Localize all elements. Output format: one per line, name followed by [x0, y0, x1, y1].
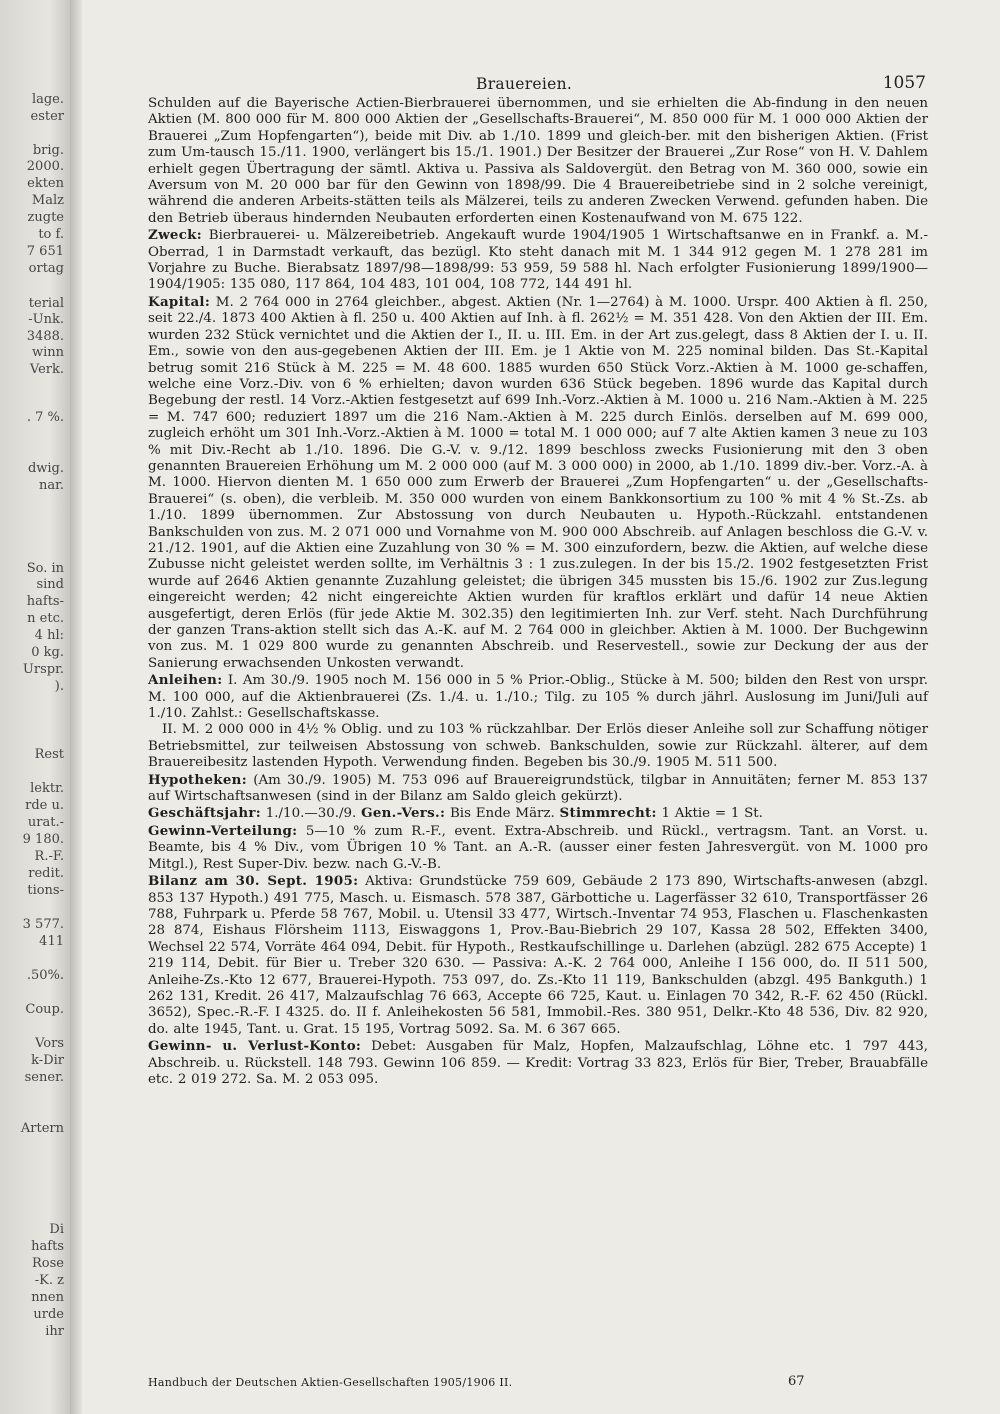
- page-fold-shadow: [70, 0, 82, 1414]
- text-line: somit 216 Stück à M. 225 = M. 48 600. 1885 wurden 650 Stück Vorz.-Aktien à M. 1000 ge-: [200, 360, 867, 376]
- gutter-fragment: winn: [31, 345, 64, 360]
- text-line: Schulden auf die Bayerische Actien-Bierbrauerei übernommen, und sie erhielten die Ab-: [148, 96, 776, 111]
- gutter-fragment: hafts: [31, 1239, 64, 1254]
- text-line: gegebenen Aktien der III. Em. je 1 Aktie von M. 225 nominal bilden. Das St.-Kapital betrug: [148, 344, 929, 376]
- gutter-fragment: R.-F.: [34, 849, 64, 864]
- gutter-fragment: terial: [28, 296, 64, 311]
- gutter-fragment: lage.: [31, 92, 64, 107]
- text-line: Immobil.-Res. 380 951, Delkr.-Kto 48 536, Div. 82 920, do. alte 1945, Tant. u. Grat. 15 195,: [148, 1005, 928, 1037]
- gutter-fragment: -K. z: [34, 1273, 64, 1288]
- gutter-fragment: brig.: [32, 143, 64, 158]
- gutter-fragment: nnen: [31, 1290, 64, 1305]
- text-line: 32 610, Transportfässer 26 788, Fuhrpark u. Pferde 58 767, Mobil. u. Utensil 33 477, Wirtsch.-: [148, 890, 928, 922]
- text-line: I. Am 30./9. 1905 noch M. 156 000 in 5 % Prior.-Oblig., Stücke à M. 500; bilden: [222, 673, 793, 689]
- text-line: Aktien à M. 225 durch Einlös. derselben auf M. 699 000, zugleich erhöht um 301 Inh.-Vorz.-: [148, 409, 928, 442]
- section-label: Stimmrecht:: [559, 805, 657, 822]
- text-line: findung in den neuen Aktien (M. 800 000 für M. 800 000 Aktien der „Gesellschafts-: [148, 96, 929, 128]
- gutter-fragment: Malz: [31, 193, 64, 208]
- gutter-fragment: n etc.: [27, 611, 64, 626]
- text-line: 5—10 % zum R.-F., event. Extra-Abschreib. und Rückl., vertragsm.: [297, 823, 800, 839]
- text-line: die Aktien eine Zuzahlung von 30 % = M. 300 einzufordern, bezw. die Aktien, auf welche: [270, 540, 893, 556]
- gutter-fragment: hafts-: [26, 594, 64, 609]
- section-label: Hypotheken:: [148, 771, 247, 788]
- gutter-fragment: ester: [30, 109, 64, 124]
- paragraph-bilanz: [148, 873, 928, 1038]
- paragraph-geschaeft: [148, 805, 928, 822]
- gutter-fragment: ortag: [28, 261, 64, 276]
- gutter-fragment: Di: [49, 1222, 64, 1237]
- paragraph-anleihen2: [148, 722, 928, 771]
- document-page: [96, 0, 976, 1414]
- text-line: wurden für kraftlos erklärt und dafür 14 neue Aktien ausgefertigt, deren Erlös (für jede: [148, 590, 928, 622]
- section-label: Gen.-Vers.:: [361, 805, 446, 822]
- text-line: anwesen (abzgl. 853 137 Hypoth.) 491 775, Masch. u. Eismasch. 578 387, Gärbottiche u. Lagerfässer: [148, 874, 928, 906]
- text-line: den Betrag von M. 360 000, sowie ein Aversum von M. 20 000 bar für den Gewinn von: [148, 161, 928, 194]
- footer-source: Handbuch der Deutschen Aktien-Gesellschaften 1905/1906 II.: [148, 1376, 513, 1389]
- text-line: 108 772, 144 491 hl.: [489, 277, 633, 293]
- text-line: Betrieb überaus hindernden Neubauten erforderten einen Kostenaufwand von M. 675 122.: [177, 210, 803, 226]
- signature-mark: 67: [788, 1374, 805, 1389]
- text-line: M. 1 344 912 gegen M. 1 278 281 im Vorjahre zu Buche. Bierabsatz 1897/98—1898/99: 53 959,: [148, 244, 928, 277]
- gutter-fragment: So. in: [26, 561, 64, 576]
- paragraph-anleihen: [148, 672, 928, 722]
- text-line: Hopfengarten“ u. der „Gesellschafts-Brauerei“ (s. oben), die verbleib. M. 350 000 wurden von: [148, 475, 928, 507]
- gutter-fragment: to f.: [38, 227, 64, 242]
- gutter-fragment: 411: [39, 934, 64, 949]
- gutter-fragment: 2000.: [26, 159, 64, 174]
- page-number: 1057: [882, 73, 926, 93]
- gutter-fragment: Coup.: [25, 1002, 64, 1017]
- paragraph-intro: [148, 96, 928, 227]
- section-label: Bilanz am 30. Sept. 1905:: [148, 873, 359, 890]
- text-line: 1 797 443, Abschreib. u. Rückstell. 148 793. Gewinn 106 859. — Kredit: Vortrag 33 823,: [148, 1039, 928, 1071]
- text-line: den Rest von urspr. M. 100 000, auf die Aktienbrauerei (Zs. 1./4. u. 1./10.; Tilg. zu 105 %: [148, 673, 928, 705]
- text-line: Jahresvergüt. von M. 1000 pro Mitgl.), Rest Super-Div. bezw. nach G.-V.-B.: [148, 840, 928, 872]
- text-line: schaffen, welche eine Vorz.-Div. von 6 % erhielten; davon wurden 636 Stück begeben. 1896: [148, 360, 928, 392]
- gutter-fragment: ihr: [45, 1324, 64, 1339]
- document-body: [148, 96, 928, 1088]
- gutter-fragment: Urspr.: [22, 662, 64, 677]
- text-line: Aktiva: Grundstücke 759 609, Gebäude 2 173 890, Wirtschafts-: [358, 874, 816, 890]
- paragraph-kapital: [148, 294, 928, 672]
- text-line: Erlös für Bier, Treber, Brauabfälle etc. 2 019 272. Sa. M. 2 053 095.: [148, 1055, 928, 1087]
- gutter-fragment: -Unk.: [28, 312, 64, 327]
- text-line: stätten teils als Mälzerei, teils zu anderen Zwecken Verwend. gefunden haben. Die den: [148, 194, 928, 226]
- text-line: tausch 15./11. 1900, verlängert bis 15./1. 1901.) Der Besitzer der Brauerei „Zur Rose“: [209, 145, 810, 161]
- paragraph-hypotheken: [148, 772, 928, 806]
- gutter-fragment: lektr.: [30, 781, 64, 796]
- paragraph-zweck: [148, 227, 928, 294]
- paragraph-text: 1 Aktie = 1 St.: [656, 806, 763, 822]
- gutter-fragment: zugte: [27, 210, 64, 225]
- text-line: 400 Aktien à fl. 250, seit 22./4. 1873 400 Aktien à fl. 250 u. 400 Aktien auf Inh. à fl. 262½: [148, 294, 928, 327]
- text-line: in Frankf. a. M.-Oberrad, 1 in Darmstadt verkauft, das bezügl. Kto steht danach mit: [148, 228, 928, 260]
- gutter-fragment: 0 kg.: [31, 645, 64, 660]
- paragraph-text: Bis Ende März.: [445, 806, 560, 822]
- gutter-fragment: 3 577.: [22, 917, 64, 932]
- text-line: Vortrag 5092. Sa. M. 6 367 665.: [399, 1021, 621, 1037]
- text-line: für Bier u. Treber 320 630. — Passiva: A.-K. 2 764 000, Anleihe I 156 000, do. II 511 500,: [266, 956, 928, 972]
- section-label: Zweck:: [148, 227, 202, 244]
- text-line: diese Zubusse nicht geleistet werden sollte, im Verhältnis 3 : 1 zus.zulegen. In der bis 15./2. 1902: [148, 540, 928, 573]
- text-line: I., II. u. III. Em. in der Art zus.gelegt, dass 8 Aktien der I. u. II. Em., sowie von den aus-: [148, 327, 928, 360]
- gutter-fragment: 9 180.: [22, 832, 64, 847]
- text-line: Recht ab 1./10. 1896. Die G.-V. v. 9./12. 1899 beschloss zwecks Fusionierung mit den 3 oben: [230, 442, 928, 458]
- text-line: 1898/99. Die 4 Brauereibetriebe sind in 2 solche vereinigt, während die anderen Arbeits-: [148, 178, 928, 210]
- paragraph-gvkonto: [148, 1038, 928, 1088]
- text-line: 59 588 hl. Nach erfolgter Fusionierung 1899/1900—1904/1905: 135 080, 117 864, 104 483, 101 004,: [148, 261, 928, 293]
- text-line: aktion stellt sich das A.-K. auf M. 2 764 000 in gleichber. Aktien à M. 1000. Der Buchgewinn: [274, 623, 928, 638]
- gutter-fragment: 4 hl:: [34, 628, 64, 643]
- gutter-fragment: . 7 %.: [26, 410, 64, 425]
- text-line: ferner M. 853 137 auf Wirtschaftsanwesen (sind in der Bilanz am Saldo gleich gekürzt).: [148, 772, 928, 805]
- gutter-fragment: redit.: [28, 866, 64, 881]
- gutter-fragment: sener.: [24, 1070, 64, 1085]
- text-line: Aktien à M. 1000 u. 216 Nam.-Aktien à M. 225 = M. 747 600; reduziert 1897 um die 216 Nam.-: [148, 393, 928, 425]
- text-line: Tant. an Vorst. u. Beamte, bis 4 % Div., vom Übrigen 10 % Tant. an A.-R. (ausser einer festen: [148, 823, 929, 856]
- gutter-fragment: tions-: [27, 883, 64, 898]
- gutter-fragment: k-Dir: [31, 1053, 64, 1068]
- text-line: sowie zur Rückzahl. älterer, auf dem Brauereibesitz lastenden Hypoth. Verwendung finden.: [148, 738, 928, 771]
- text-line: Bierbrauerei- u. Mälzereibetrieb. Angekauft wurde 1904/1905 1 Wirtschaftsanwe en: [202, 228, 811, 244]
- text-line: einem Bankkonsortium zu 100 % mit 4 % St.-Zs. ab 1./10. 1899 übernommen. Zur Abstossung: [148, 491, 928, 524]
- gutter-fragment: ekten: [27, 176, 64, 191]
- gutter-fragment: Rose: [32, 1256, 64, 1271]
- text-line: von H. V. Dahlem erhielt gegen Übertragung der sämtl. Aktiva u. Passiva als Saldovergüt.: [148, 145, 928, 177]
- adjacent-page-gutter: [0, 0, 70, 1414]
- text-line: = M. 351 428. Von den Aktien der III. Em. wurden 232 Stück vernichtet und die Aktien der: [148, 311, 928, 343]
- text-line: M. 2 764 000 in 2764 gleichber., abgest. Aktien (Nr. 1—2764) à M. 1000. Urspr.: [210, 294, 785, 310]
- paragraph-text: 1./10.—30./9.: [261, 806, 362, 822]
- gutter-fragment: ).: [54, 679, 64, 694]
- text-line: Aktie M. 302.35) den legitimierten Inh. zur Verf. steht. Nach Durchführung der ganzen Trans-: [148, 606, 929, 638]
- gutter-fragment: urde: [33, 1307, 64, 1322]
- text-line: von zus. M. 1 029 800 wurde zu genannten Abschreib. und Reservestell., sowie zur Deckung: [148, 639, 843, 655]
- paragraph-gewinnverteilung: [148, 823, 928, 873]
- gutter-fragment: .50%.: [26, 968, 64, 983]
- text-line: Brauerei“, M. 850 000 für M. 1 000 000 Aktien der Brauerei „Zum Hopfengarten“), beide: [148, 112, 928, 144]
- running-header: [96, 75, 926, 95]
- gutter-fragment: 3488.: [26, 329, 64, 344]
- text-line: Anleihe-Zs.-Kto 12 677, Brauerei-Hypoth. 753 097, do. Zs.-Kto 11 119, Bankschulden (abzgl.: [148, 972, 806, 988]
- gutter-fragment: urat.-: [27, 815, 64, 830]
- gutter-fragment: Verk.: [29, 362, 64, 377]
- gutter-fragment: dwig.: [27, 461, 64, 476]
- text-line: div.-ber. Vorz.-A. à M. 1000. Hiervon dienten M. 1 650 000 zum Erwerb der Brauerei „Zum: [148, 458, 928, 491]
- gutter-fragment: Artern: [20, 1121, 64, 1136]
- text-line: (Am 30./9. 1905) M. 753 096 auf Brauereigrundstück, tilgbar in Annuitäten;: [246, 772, 798, 788]
- text-line: und Vornahme von M. 900 000 Abschreib. auf Anlagen beschloss die G.-V. v. 21./12. 1901, auf: [148, 524, 928, 556]
- section-label: Anleihen:: [148, 672, 223, 689]
- gutter-fragment: Rest: [34, 747, 64, 762]
- text-line: Aktien à M. 1000 = total M. 1 000 000; auf 7 alte Aktien kamen 3 neue zu 103 % mit Div.-: [148, 426, 928, 458]
- text-line: von durch Neubauten u. Hypoth.-Rückzahl. entstandenen Bankschulden von zus. M. 2 071 000: [148, 508, 928, 540]
- text-line: 495 Bankguth.) 1 262 131, Kredit. 26 417, Malzaufschlag 76 663, Accepte 66 725, Kaut. u.: [148, 972, 928, 1004]
- gutter-fragment: Vors: [35, 1036, 64, 1051]
- text-line: Debit. für Hypoth., Restkaufschillinge u. Darlehen (abzügl. 282 675 Accepte) 1 219 114, Debit.: [148, 939, 928, 972]
- text-line: Debet: Ausgaben für Malz, Hopfen, Malzaufschlag, Löhne etc.: [361, 1039, 845, 1055]
- text-line: mussten bis 15./6. 1902 zur Zus.legung eingereicht werden; 42 nicht eingereichte Aktien: [148, 573, 929, 606]
- gutter-fragment: sind: [36, 577, 64, 592]
- section-label: Gewinn-Verteilung:: [148, 822, 298, 839]
- text-line: Inventar 74 953, Flaschen u. Flaschenkasten 28 874, Eishaus Flörsheim 1113, Eiswaggons 1,: [148, 906, 929, 939]
- section-label: Geschäftsjahr:: [148, 805, 261, 822]
- text-line: Prov.-Bau-Biebrich 29 107, Kassa 28 502, Effekten 3400, Wechsel 22 574, Vorräte 464 094,: [148, 923, 928, 955]
- text-line: mit Div. ab 1./10. 1899 und gleich-ber. mit den bisherigen Aktien. (Frist zum Um-: [148, 128, 928, 161]
- text-line: Einlagen 70 342, R.-F. 62 450 (Rückl. 3652), Spec.-R.-F. I 4325. do. II f. Anleihekosten 56 581,: [148, 988, 929, 1021]
- gutter-fragment: rde u.: [25, 798, 64, 813]
- text-line: zur Schaffung nötiger Betriebsmittel, zur teilweisen Abstossung von schweb. Bankschulden,: [148, 722, 928, 754]
- section-label: Kapital:: [148, 293, 211, 310]
- gutter-fragment: 7 651: [26, 244, 64, 259]
- gutter-fragment: nar.: [38, 478, 64, 493]
- text-line: durch jährl. Auslosung im Juni/Juli auf 1./10. Zahlst.: Gesellschaftskasse.: [148, 689, 928, 722]
- text-line: festgesetzten Frist wurde auf 2646 Aktien genannte Zuzahlung geleistet; die übrigen 345: [148, 557, 928, 589]
- text-line: Begeben bis 30./9. 1905 M. 511 500.: [523, 755, 778, 771]
- text-line: wurde das Kapital durch Begebung der restl. 14 Vorz.-Aktien festgesetzt auf 699 Inh.-Vorz.-: [148, 376, 928, 409]
- running-title: Brauereien.: [476, 75, 573, 93]
- text-line: der aus der Sanierung erwachsenden Unkosten verwandt.: [148, 639, 928, 671]
- text-line: genannten Brauereien Erhöhung um M. 2 000 000 (auf M. 3 000 000) in 2000, ab 1./10. 1899: [148, 458, 804, 474]
- section-label: Gewinn- u. Verlust-Konto:: [148, 1038, 362, 1055]
- text-line: II. M. 2 000 000 in 4½ % Oblig. und zu 103 % rückzahlbar. Der Erlös dieser Anleihe soll: [162, 722, 779, 738]
